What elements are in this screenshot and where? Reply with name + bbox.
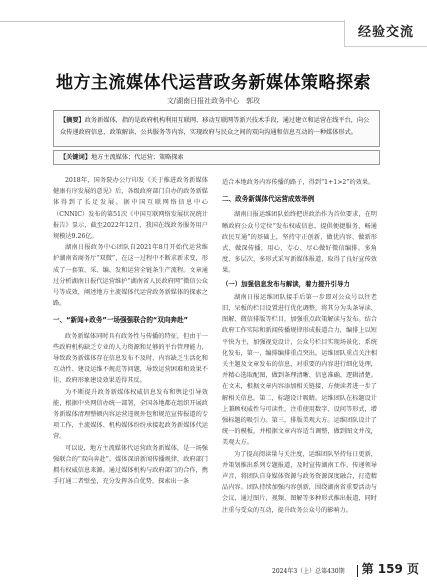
- paragraph: 为了提高阅读量与关注度，运维团队坚持每日更新，并策划推出系列专题报道，及时宣传湖南工作、传递领导声音，将团队自身媒体资源与政务资源深度融合，打造精品内容。团队持续加强内容创新，围绕湖南省重要活动与会议，通过图片、视频、图解等多种形式推出报道，同时注重与受众的互动，提升政务公众号的影响力。: [222, 450, 377, 514]
- section-label: 经验交流: [344, 20, 427, 47]
- paragraph: 适合本地政务内容传播的路子，得到“1+1>2”的效果。: [222, 179, 375, 186]
- section-heading: 二、政务新媒体代运营成效举例: [222, 195, 315, 204]
- abstract-label: 【摘要】: [60, 117, 85, 124]
- left-column: [53, 175, 208, 487]
- page-number: 第 159 页: [361, 562, 419, 576]
- subsection-heading: （一）加强信息发布与解读，着力提升引导力: [222, 279, 350, 288]
- article-title: 地方主流媒体代运营政务新媒体策略探索: [56, 73, 371, 93]
- paragraph: 为不断提升政务新媒体权威信息发布和舆论引导效能，根据中央网信办统一部署，全国各地都在组织开展政务新媒体清理整顿内容运营违规外包和规范宣传报道的专项工作，主流媒体、机构媒体纷纷承接起政务新媒体代运营。: [53, 388, 208, 441]
- article-byline: 文/湖南日报社政务中心 郭玫: [166, 97, 261, 105]
- footer-divider: [357, 565, 358, 577]
- keywords-label: 【关键词】: [60, 154, 91, 161]
- abstract-box: [53, 110, 380, 147]
- paragraph: 湖南日报运维团队接手后第一步即对公众号以往老旧、呆板的栏目设置进行优化调整，将其分为头条导读、图解、微信排版等栏目，加强重点政策解读与发布。结合政府工作实际和新闻传播规律形成报道合力，编排上以短平快为主，加强视觉设计，公众号栏目实现场景化、系统化发布，第一，编排编排重点突出。运维团队重点关注相关主题及文章发布的信息，对重要的内容进行细化处理，并精心选取配图，做到条理清晰、信息准确、逻辑清楚。在文末，根据文章内容添加相关链接，方便读者进一步了解相关信息。第二，标题设计吸睛。运维团队在标题设计上兼顾权威性与可读性，注重使用数字、设问等形式，增强标题的吸引力。第三，排版美观大方。运维团队设计了统一的模板，并根据文章内容适当调整，做到图文并茂，美观大方。: [222, 293, 377, 447]
- page-footer: [272, 560, 419, 577]
- section-heading: 一、“新闻+政务”一场强强联合的“双向奔赴”: [53, 316, 188, 325]
- paragraph: 湖南日报政务中心团队自2021年8月开始代运营维护湖南省商务厅“双微”，在这一过程中不断求新求变，形成了一套策、采、编、发和运营全链条生产流程。文章通过分析湖南日报代运营维护“湖南省人民政府网”微信公众号等成效，阐述地方主流媒体代运营政务新媒体的探索之路。: [53, 244, 208, 308]
- paragraph: 湖南日报运维团队始终把讲政治作为首位要求，在明晰政府公众号定位“发布权威信息、提供便捷服务，畅通政民互通”的基础上，坚持守正创新，做优内容、做新形式、做深传播，用心、专心、尽心做好微信编排。多角度、多层次、多形式采写新媒体报道，取得了良好宣传效果。: [222, 211, 377, 275]
- abstract-text: 政务新媒体，指的是政府机构利用互联网、移动互联网等新兴技术手段，通过建立和运营在线平台，向公众传递政府信息、政策解读、公共服务等内容，实现政府与民众之间的双向沟通和信息互动的一种媒体形式。: [60, 117, 370, 136]
- keywords-text: 地方主流媒体；代运营；策略探索: [90, 154, 184, 161]
- paragraph: 可以说，地方主流媒体代运营政务新媒体，是一场强强联合的“双向奔赴”。媒体深谙新闻传播规律，政府部门拥有权威信息来源。通过媒体机构与政府部门的合作，携手打通二者壁垒，充分发挥各自优势，探索出一条: [53, 444, 208, 486]
- issue-info: 2024年3（上）总第430期: [272, 568, 345, 575]
- keywords-box: [53, 150, 380, 165]
- right-column: [222, 177, 377, 516]
- paragraph: 2018年，国务院办公厅印发《关于推进政务新媒体健康有序发展的意见》后，各级政府部门自办的政务新媒体得到了长足发展。据中国互联网络信息中心（CNNIC）发布的第51次《中国互联网络发展状况统计报告》显示，截至2022年12月，我国在线政务服务用户规模达9.26亿。: [53, 177, 208, 241]
- paragraph: 政务新媒体同时具有政务性与传播的特征，但由于一些政府机构缺乏专业的人力资源和足够的平台管理能力，导致政务新媒体存在信息发布不及时、内容缺乏生活化和互动性、建设运维不规范等问题，导致运营困难和效果不佳，政府形象建设效果适得其反。: [53, 332, 208, 385]
